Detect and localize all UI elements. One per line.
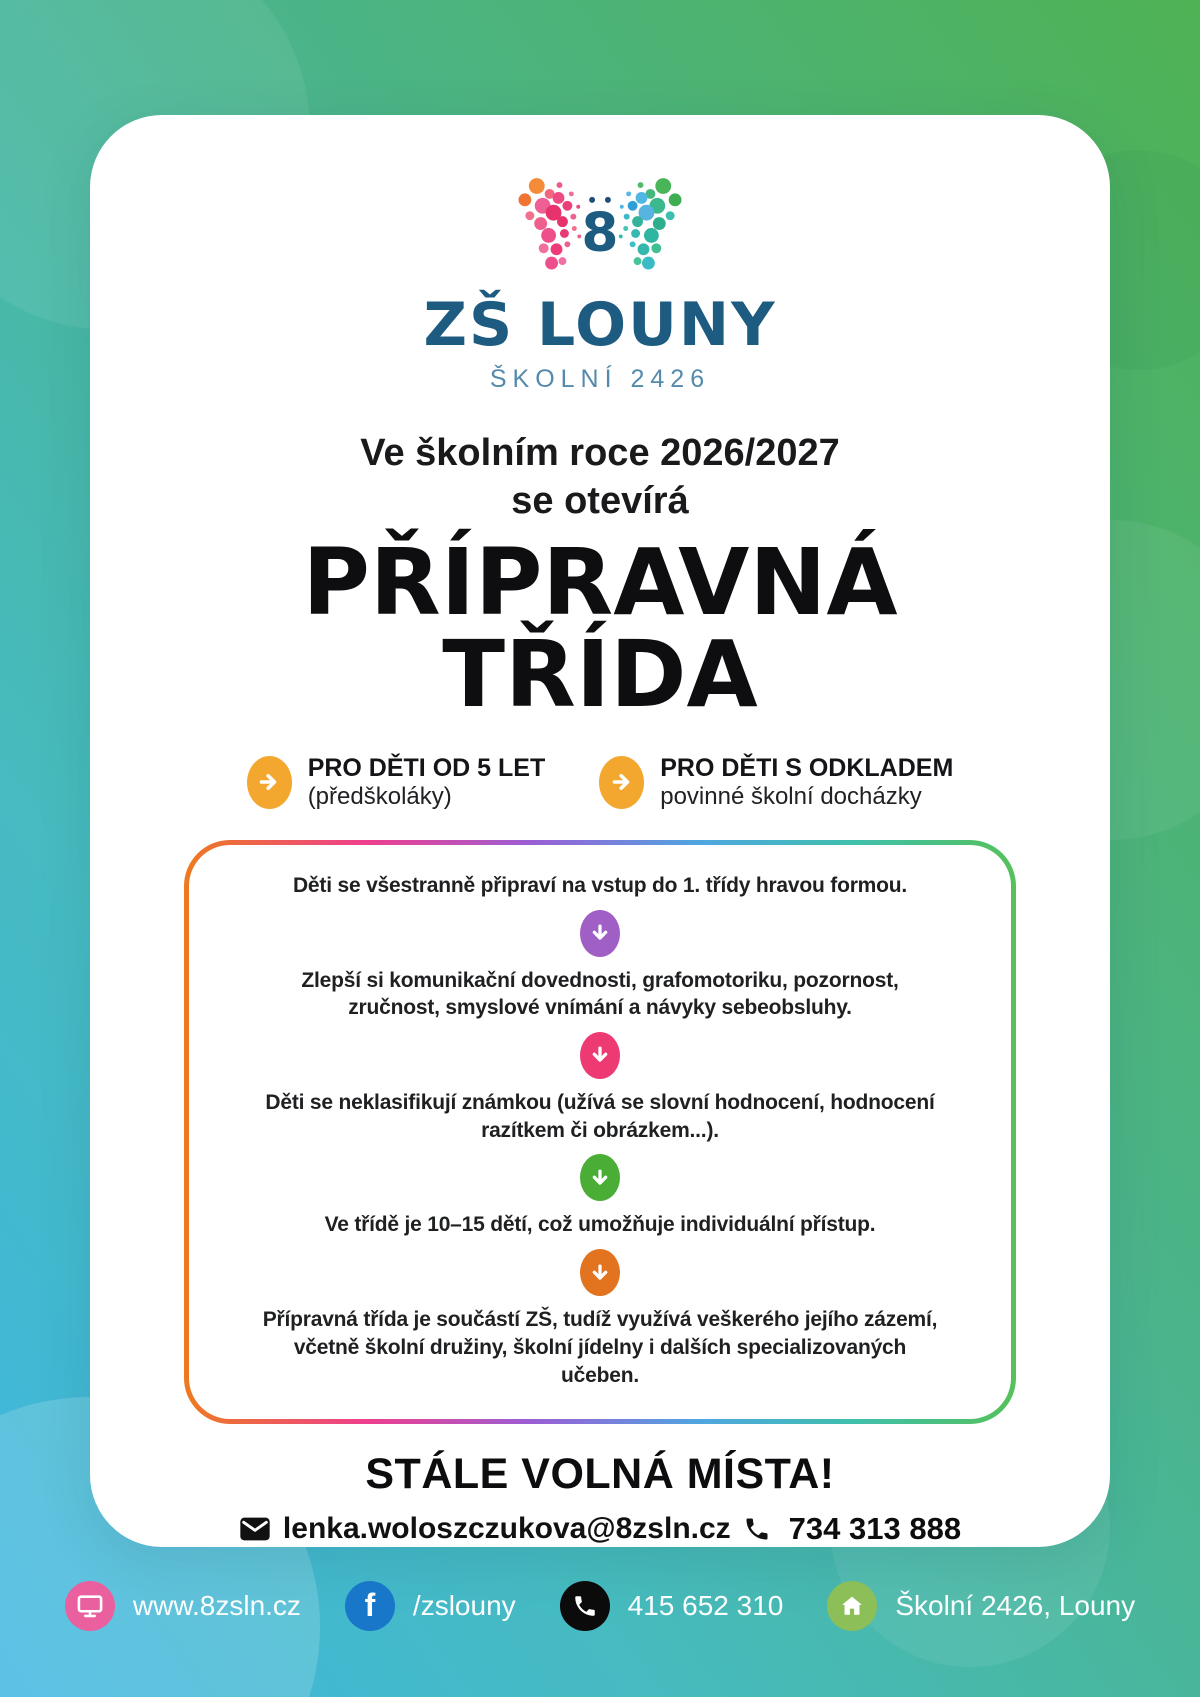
contact-row [90, 1511, 1110, 1547]
down-arrow-icon [580, 910, 620, 957]
phone-label: 415 652 310 [627, 1590, 784, 1621]
audience-title: PRO DĚTI S ODKLADEM [660, 754, 954, 782]
school-name: ZŠ LOUNY [423, 290, 777, 360]
address-label: Školní 2426, Louny [895, 1590, 1136, 1621]
audience-subtitle: (předškoláky) [307, 783, 452, 810]
facebook-icon: f [345, 1581, 395, 1631]
phone-number: 734 313 888 [788, 1511, 962, 1547]
logo-number: 8 [581, 200, 619, 264]
home-icon [827, 1581, 877, 1631]
intro-line-1: Ve školním roce 2026/2027 [360, 432, 840, 474]
down-arrow-icon [580, 1032, 620, 1079]
feature-text: Ve třídě je 10–15 dětí, což umožňuje individuální přístup. [324, 1213, 876, 1237]
feature-text: Přípravná třída je součástí ZŠ, tudíž využívá veškerého jejího zázemí, včetně školní družiny, školní jídelny i dalších specializovaných učeben. [262, 1308, 938, 1387]
intro-text [90, 430, 1110, 525]
envelope-icon [239, 1513, 271, 1545]
poster-title [90, 529, 1110, 728]
intro-line-2: se otevírá [511, 479, 689, 522]
footer-item-address [827, 1581, 1135, 1631]
phone-icon [560, 1581, 610, 1631]
audience-row [90, 753, 1110, 812]
email-text: lenka.woloszczukova@8zsln.cz [282, 1512, 731, 1546]
right-arrow-icon [599, 756, 644, 809]
features-gradient-border [184, 840, 1016, 1424]
down-arrow-icon [580, 1154, 620, 1201]
butterfly-logo-icon [516, 173, 684, 287]
facebook-label: /zslouny [412, 1590, 516, 1621]
footer-item-facebook [345, 1581, 516, 1631]
audience-item-deferral [599, 753, 953, 812]
audience-item-age [247, 753, 546, 812]
poster-title-line-2: TŘÍDA [442, 621, 758, 728]
phone-receiver-icon [743, 1515, 771, 1543]
monitor-icon [65, 1581, 115, 1631]
footer-item-phone [560, 1581, 784, 1631]
audience-title: PRO DĚTI OD 5 LET [307, 754, 546, 782]
poster-title-line-1: PŘÍPRAVNÁ [302, 529, 898, 636]
feature-text: Děti se neklasifikují známkou (užívá se slovní hodnocení, hodnocení razítkem či obrázkem...). [265, 1090, 935, 1142]
down-arrow-icon [580, 1249, 620, 1296]
features-box [189, 845, 1011, 1419]
school-subtitle: ŠKOLNÍ 2426 [489, 365, 711, 393]
cta-heading: STÁLE VOLNÁ MÍSTA! [365, 1450, 835, 1499]
website-label: www.8zsln.cz [132, 1590, 301, 1621]
right-arrow-icon [247, 756, 292, 809]
footer-contact-bar [0, 1581, 1200, 1631]
poster-card [90, 115, 1110, 1547]
feature-text: Děti se všestranně připraví na vstup do 1. třídy hravou formou. [292, 873, 908, 897]
footer-item-website [65, 1581, 301, 1631]
feature-text: Zlepší si komunikační dovednosti, grafomotoriku, pozornost, zručnost, smyslové vnímání a návyky sebeobsluhy. [301, 968, 899, 1020]
audience-subtitle: povinné školní docházky [660, 783, 922, 810]
